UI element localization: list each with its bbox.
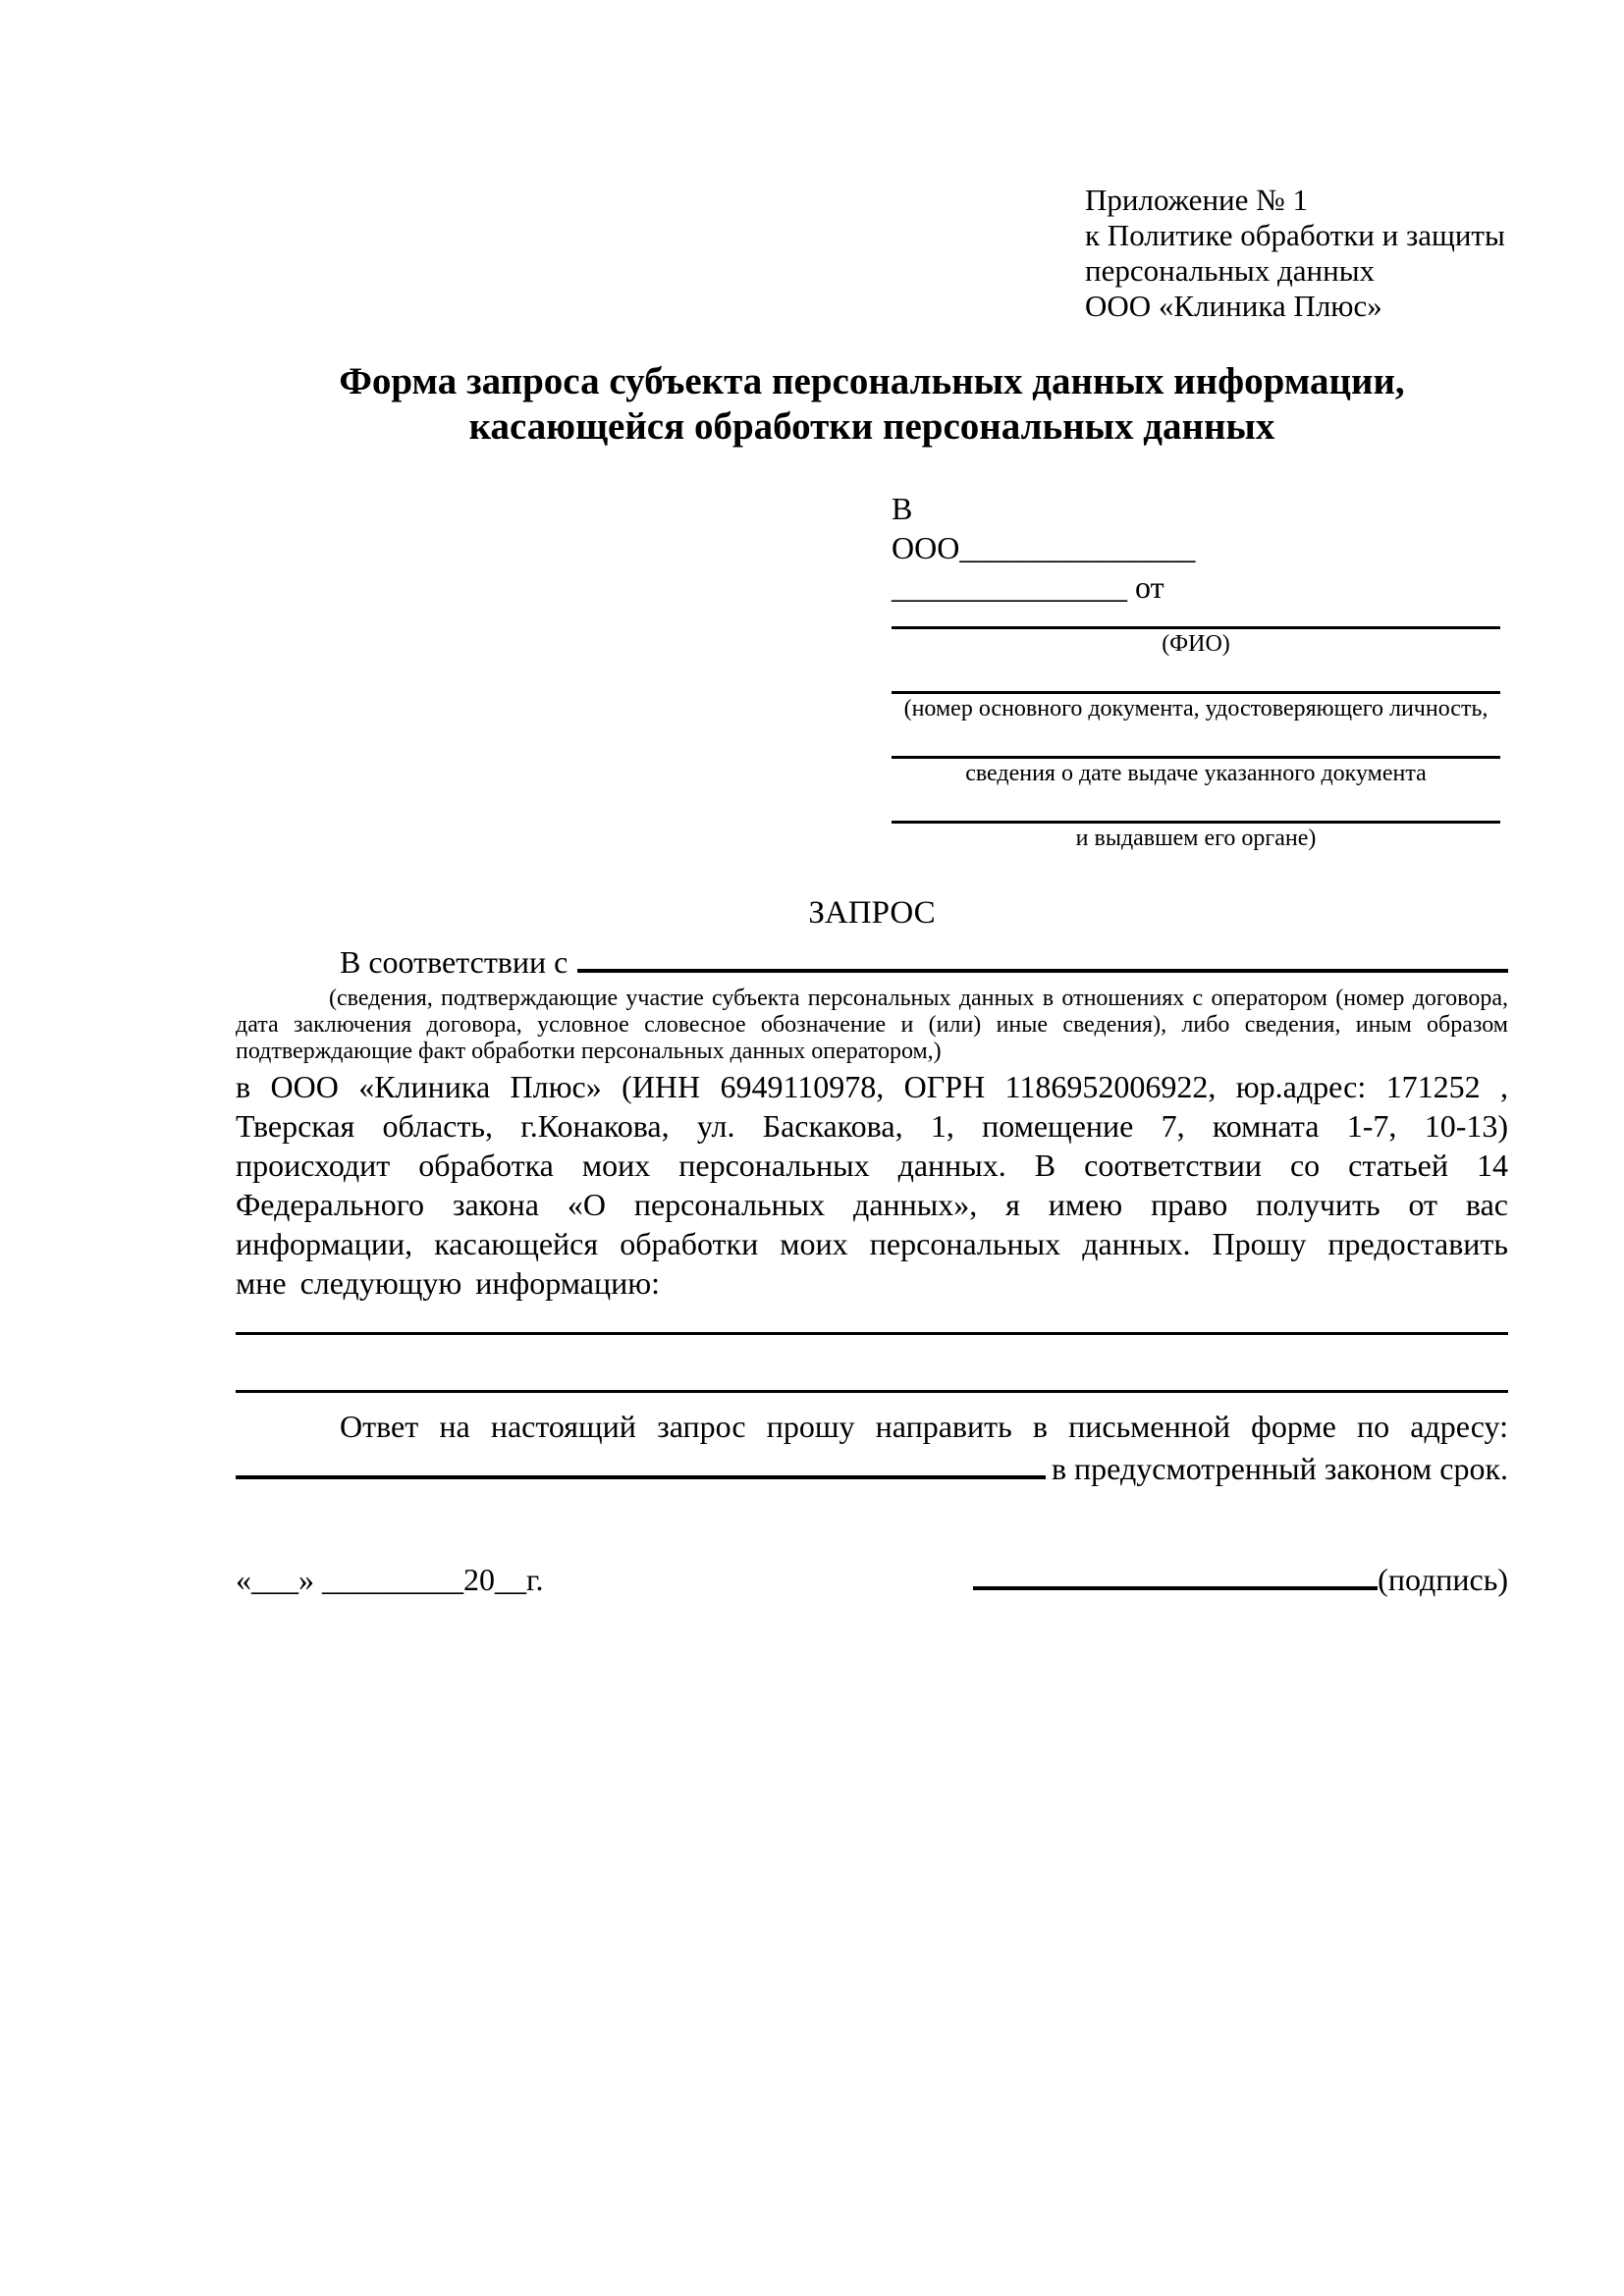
request-lead-row [236,935,1508,984]
appendix-block [1085,183,1508,324]
request-heading: ЗАПРОС [808,895,936,931]
reply-deadline-text: в предусмотренный законом срок. [1051,1451,1508,1486]
signature-fill-line [973,1557,1378,1590]
info-fill-line-1 [236,1332,1508,1335]
request-lead-text: В соответствии с [340,944,568,980]
document-title-line2: касающейся обработки персональных данных [468,405,1275,448]
document-content [236,183,1508,1599]
signature-block [973,1557,1508,1599]
doc-issuer-caption: и выдавшем его органе) [1075,826,1317,851]
document-title [236,359,1508,450]
doc-date-caption: сведения о дате выдаче указанного документа [965,761,1427,786]
doc-number-fill-pair [892,691,1500,723]
appendix-line: персональных данных [1085,253,1376,288]
date-signature-row [236,1557,1508,1599]
addressee-org-line: ООО_______________ [892,530,1196,565]
signature-caption: (подпись) [1378,1562,1508,1597]
reply-address-fill-line [236,1446,1046,1479]
document-title-line1: Форма запроса субъекта персональных данных информации, [339,360,1405,402]
request-lead-fill-line [577,935,1508,973]
doc-date-fill-pair [892,756,1500,788]
date-fill-line: «___» _________20__г. [236,1562,544,1597]
reply-instruction: Ответ на настоящий запрос прошу направить в письменной форме по адресу: [340,1409,1508,1444]
reply-address-row [236,1446,1508,1488]
appendix-line: Приложение № 1 [1085,183,1308,217]
fio-caption: (ФИО) [1162,631,1230,657]
appendix-line: ООО «Клиника Плюс» [1085,289,1382,323]
request-body-paragraph: в ООО «Клиника Плюс» (ИНН 6949110978, ОГРН 1186952006922, юр.адрес: 171252 , Тверская область, г.Конакова, ул. Баскакова, 1, помещение 7, комната 1-7, 10-13) происходит обработка моих персональных данных. В соответствии со статьей 14 Федерального закона «О персональных данных», я имею право получить от вас информации, касающейся обработки моих персональных данных. Прошу предоставить мне следующую информацию: [236,1069,1508,1301]
info-fill-line-2 [236,1390,1508,1393]
addressee-block [892,489,1508,853]
addressee-from-line: _______________ от [892,569,1164,605]
fio-fill-pair [892,626,1500,659]
appendix-line: к Политике обработки и защиты [1085,218,1505,252]
addressee-to: В [892,491,913,526]
doc-issuer-fill-pair [892,821,1500,853]
request-small-print: (сведения, подтверждающие участие субъекта персональных данных в отношениях с оператором (номер договора, дата заключения договора, условное словесное обозначение и (или) иные сведения), либо сведения, иным образом подтверждающие факт обработки персональных данных оператором,) [236,986,1508,1064]
doc-number-caption: (номер основного документа, удостоверяющего личность, [903,696,1489,721]
